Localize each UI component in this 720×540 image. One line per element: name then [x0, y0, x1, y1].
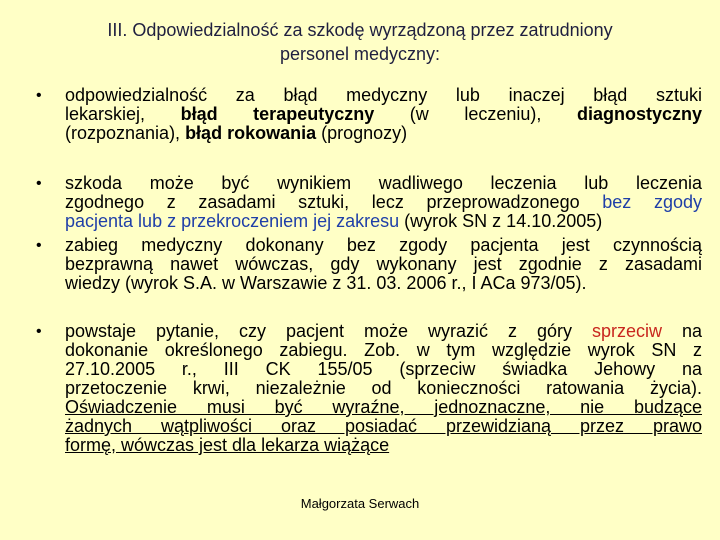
text-line — [65, 341, 702, 360]
text-line — [65, 236, 702, 255]
underlined-text: żadnych wątpliwości oraz posiadać przewidzianą przez prawo — [65, 416, 702, 436]
text-run: bezprawną nawet wówczas, gdy wykonany jest zgodnie z zasadami — [65, 254, 702, 274]
slide-title-line-2: personel medyczny: — [279, 44, 441, 64]
slide-title — [60, 18, 660, 66]
footer-author: Małgorzata Serwach — [300, 496, 420, 511]
text-line — [65, 255, 702, 274]
bold-text: błąd rokowania — [185, 123, 317, 143]
text-run: zabieg medyczny dokonany bez zgody pacjenta jest czynnością — [65, 235, 702, 255]
text-line — [65, 322, 702, 341]
bullet-text-4 — [65, 322, 702, 455]
text-run: (wyrok SN z 14.10.2005) — [399, 211, 603, 231]
text-run: (w leczeniu), — [374, 104, 577, 124]
text-line — [65, 417, 702, 436]
text-run: dokonanie określonego zabiegu. Zob. w tym względzie wyrok SN z — [65, 340, 702, 360]
text-run: odpowiedzialność za błąd medyczny lub inaczej błąd sztuki — [65, 85, 702, 105]
slide-title-line-1: III. Odpowiedzialność za szkodę wyrządzoną przez zatrudniony — [107, 20, 613, 40]
text-line — [65, 274, 702, 293]
bold-text: błąd terapeutyczny — [180, 104, 375, 124]
bullet-dot-icon: • — [36, 237, 42, 254]
text-run: (rozpoznania), — [65, 123, 186, 143]
bullet-text-3 — [65, 236, 702, 293]
highlight-blue-text: pacjenta lub z przekroczeniem jej zakresu — [65, 211, 400, 231]
underlined-text: Oświadczenie musi być wyraźne, jednoznaczne, nie budzące — [65, 397, 702, 417]
text-run: powstaje pytanie, czy pacjent może wyrazić z góry — [65, 321, 592, 341]
text-line — [65, 124, 702, 143]
text-line — [65, 360, 702, 379]
text-line — [65, 86, 702, 105]
text-line — [65, 193, 702, 212]
text-run: zgodnego z zasadami sztuki, lecz przeprowadzonego — [65, 192, 603, 212]
text-run: lekarskiej, — [65, 104, 181, 124]
bullet-text-2 — [65, 174, 702, 231]
text-run: (prognozy) — [316, 123, 408, 143]
text-line — [65, 212, 702, 231]
text-line — [65, 105, 702, 124]
underlined-text: formę, wówczas jest dla lekarza wiążące — [65, 435, 390, 455]
text-line — [65, 174, 702, 193]
text-run: przetoczenie krwi, niezależnie od konieczności ratowania życia). — [65, 378, 702, 398]
text-run: 27.10.2005 r., III CK 155/05 (sprzeciw świadka Jehowy na — [65, 359, 702, 379]
text-run: na — [662, 321, 702, 341]
bullet-dot-icon: • — [36, 87, 42, 104]
bullet-dot-icon: • — [36, 323, 42, 340]
text-run: wiedzy (wyrok S.A. w Warszawie z 31. 03. 2006 r., I ACa 973/05). — [65, 273, 587, 293]
highlight-blue-text: bez zgody — [602, 192, 702, 212]
text-line — [65, 379, 702, 398]
text-line — [65, 398, 702, 417]
bullet-dot-icon: • — [36, 175, 42, 192]
text-line — [65, 436, 702, 455]
bullet-text-1 — [65, 86, 702, 143]
text-run: szkoda może być wynikiem wadliwego leczenia lub leczenia — [65, 173, 702, 193]
bold-text: diagnostyczny — [576, 104, 703, 124]
highlight-red-text: sprzeciw — [591, 321, 662, 341]
